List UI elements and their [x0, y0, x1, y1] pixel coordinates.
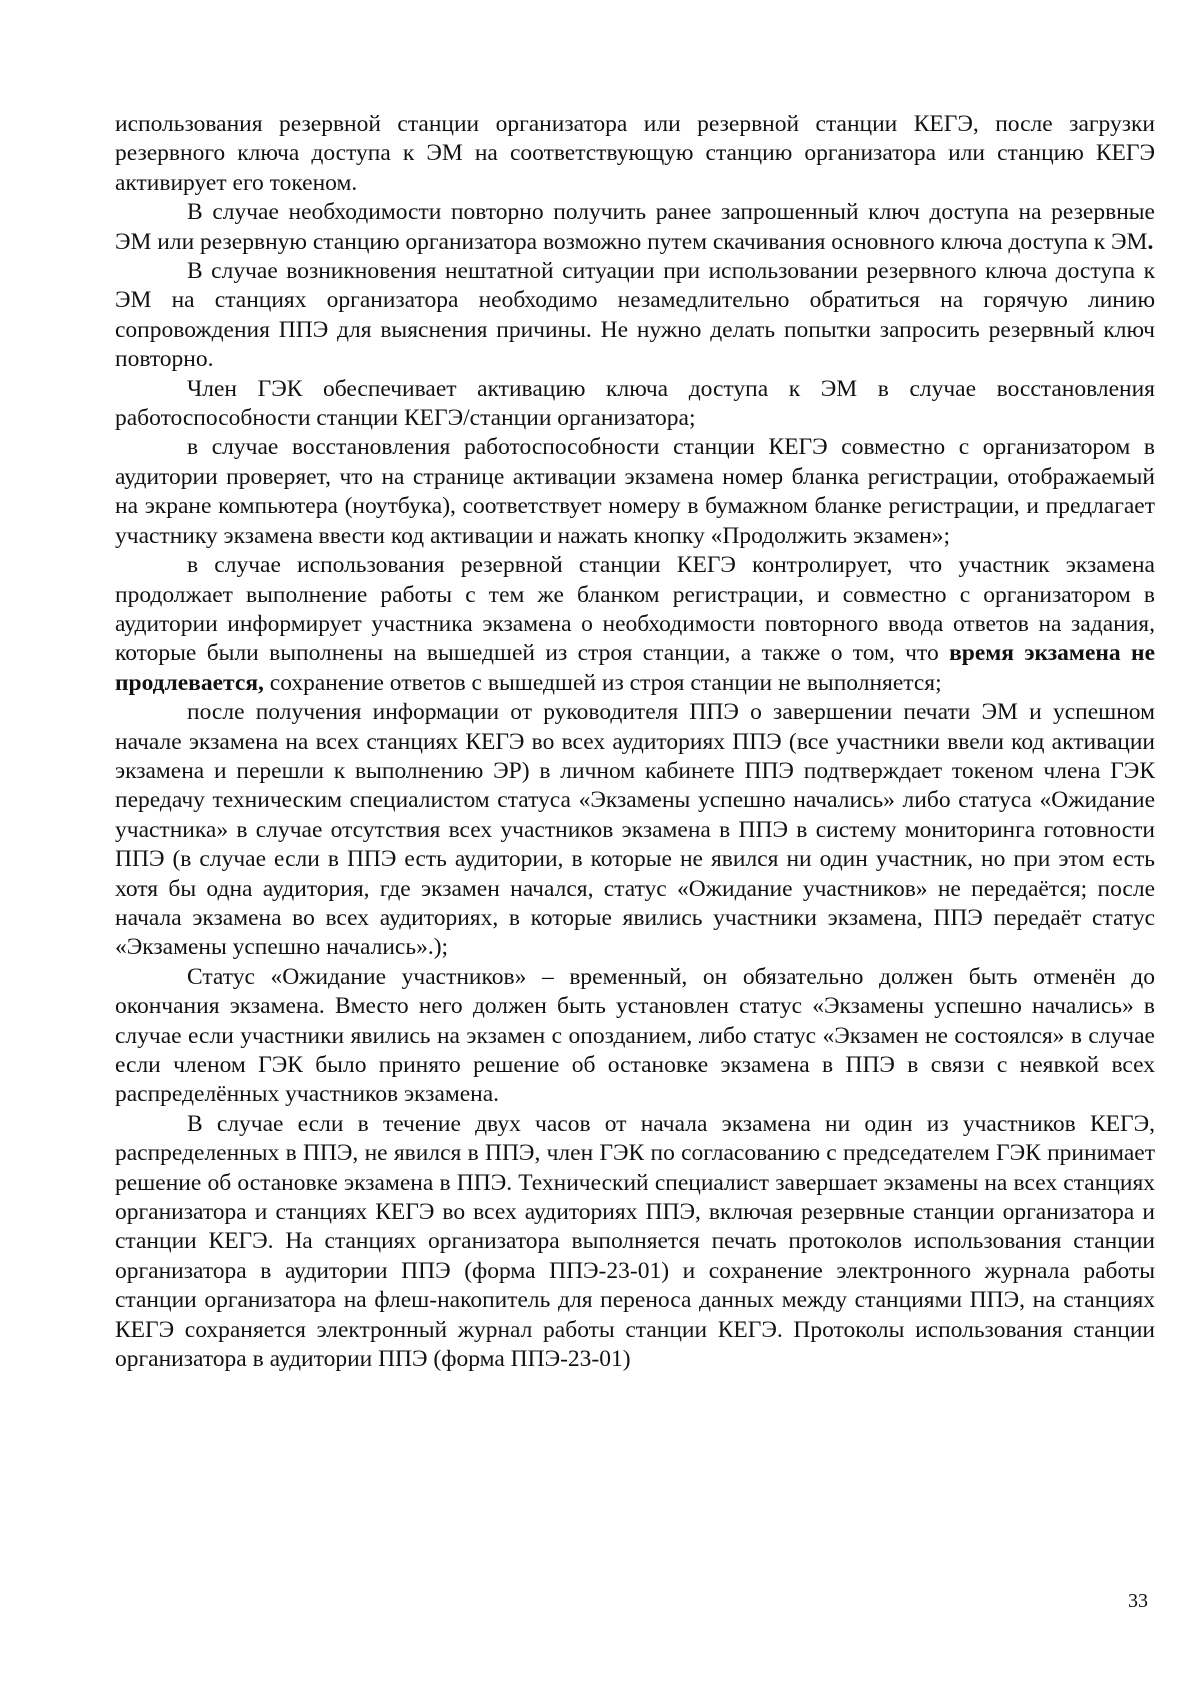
paragraph-gek-activation [115, 375, 1155, 434]
text-segment: Член ГЭК обеспечивает активацию ключа доступа к ЭМ в случае восстановления работоспособности станции КЕГЭ/станции организатора; [115, 375, 1155, 432]
paragraph-continuation [115, 110, 1155, 198]
text-segment: В случае если в течение двух часов от начала экзамена ни один из участников КЕГЭ, распределенных в ППЭ, не явился в ППЭ, член ГЭК по согласованию с председателем ГЭК принимает решение об остановке экзамена в ППЭ. Технический специалист завершает экзамены на всех станциях организатора и станциях КЕГЭ во всех аудиториях ППЭ, включая резервные станции организатора и станции КЕГЭ. На станциях организатора выполняется печать протоколов использования станции организатора в аудитории ППЭ (форма ППЭ-23-01) и сохранение электронного журнала работы станции организатора на флеш-накопитель для переноса данных между станциями ППЭ, на станциях КЕГЭ сохраняется электронный журнал работы станции КЕГЭ. Протоколы использования станции организатора в аудитории ППЭ (форма ППЭ-23-01) [115, 1110, 1155, 1373]
text-segment: в случае использования резервной станции КЕГЭ контролирует, что участник экзамена продолжает выполнение работы с тем же бланком регистрации, и совместно с организатором в аудитории информирует участника экзамена о необходимости повторного ввода ответов на задания, которые были выполнены на вышедшей из строя станции, а также о том, что [115, 552, 1155, 667]
bold-segment: время экзамена не продлевается, [115, 640, 1155, 696]
paragraph-repeat-key [115, 198, 1155, 257]
text-segment: В случае необходимости повторно получить ранее запрошенный ключ доступа на резервные ЭМ или резервную станцию организатора возможно путем скачивания основного ключа доступа к ЭМ [115, 199, 1155, 255]
text-segment: в случае восстановления работоспособности станции КЕГЭ совместно с организатором в аудитории проверяет, что на странице активации экзамена номер бланка регистрации, отображаемый на экране компьютера (ноутбука), соответствует номеру в бумажном бланке регистрации, и предлагает участнику экзамена ввести код активации и нажать кнопку «Продолжить экзамен»; [115, 434, 1155, 549]
paragraph-two-hours [115, 1110, 1155, 1375]
text-segment: сохранение ответов с вышедшей из строя станции не выполняется; [263, 669, 942, 696]
text-segment: после получения информации от руководителя ППЭ о завершении печати ЭМ и успешном начале экзамена на всех станциях КЕГЭ во всех аудиториях ППЭ (все участники ввели код активации экзамена и перешли к выполнению ЭР) в личном кабинете ППЭ подтверждает токеном члена ГЭК передачу техническим специалистом статуса «Экзамены успешно начались» либо статуса «Ожидание участника» в случае отсутствия всех участников экзамена в ППЭ в систему мониторинга готовности ППЭ (в случае если в ППЭ есть аудитории, в которые не явился ни один участник, но при этом есть хотя бы одна аудитория, где экзамен начался, статус «Ожидание участников» не передаётся; после начала экзамена во всех аудиториях, в которые явились участники экзамена, ППЭ передаёт статус «Экзамены успешно начались».); [115, 699, 1155, 961]
page-number: 33 [1128, 1590, 1148, 1612]
bold-segment: . [1147, 228, 1154, 255]
text-segment: Статус «Ожидание участников» – временный, он обязательно должен быть отменён до окончания экзамена. Вместо него должен быть установлен статус «Экзамены успешно начались» в случае если участники явились на экзамен с опозданием, либо статус «Экзамен не состоялся» в случае если членом ГЭК было принято решение об остановке экзамена в ППЭ в связи с неявкой всех распределённых участников экзамена. [115, 963, 1155, 1108]
document-body [115, 110, 1155, 1374]
text-segment: В случае возникновения нештатной ситуации при использовании резервного ключа доступа к ЭМ на станциях организатора необходимо незамедлительно обратиться на горячую линию сопровождения ППЭ для выяснения причины. Не нужно делать попытки запросить резервный ключ повторно. [115, 258, 1155, 373]
paragraph-restore-case [115, 433, 1155, 551]
paragraph-after-print [115, 698, 1155, 963]
paragraph-waiting-status [115, 963, 1155, 1110]
text-segment: использования резервной станции организатора или резервной станции КЕГЭ, после загрузки резервного ключа доступа к ЭМ на соответствующую станцию организатора или станцию КЕГЭ активирует его токеном. [115, 111, 1155, 196]
paragraph-emergency [115, 257, 1155, 375]
paragraph-reserve-station-case [115, 551, 1155, 698]
